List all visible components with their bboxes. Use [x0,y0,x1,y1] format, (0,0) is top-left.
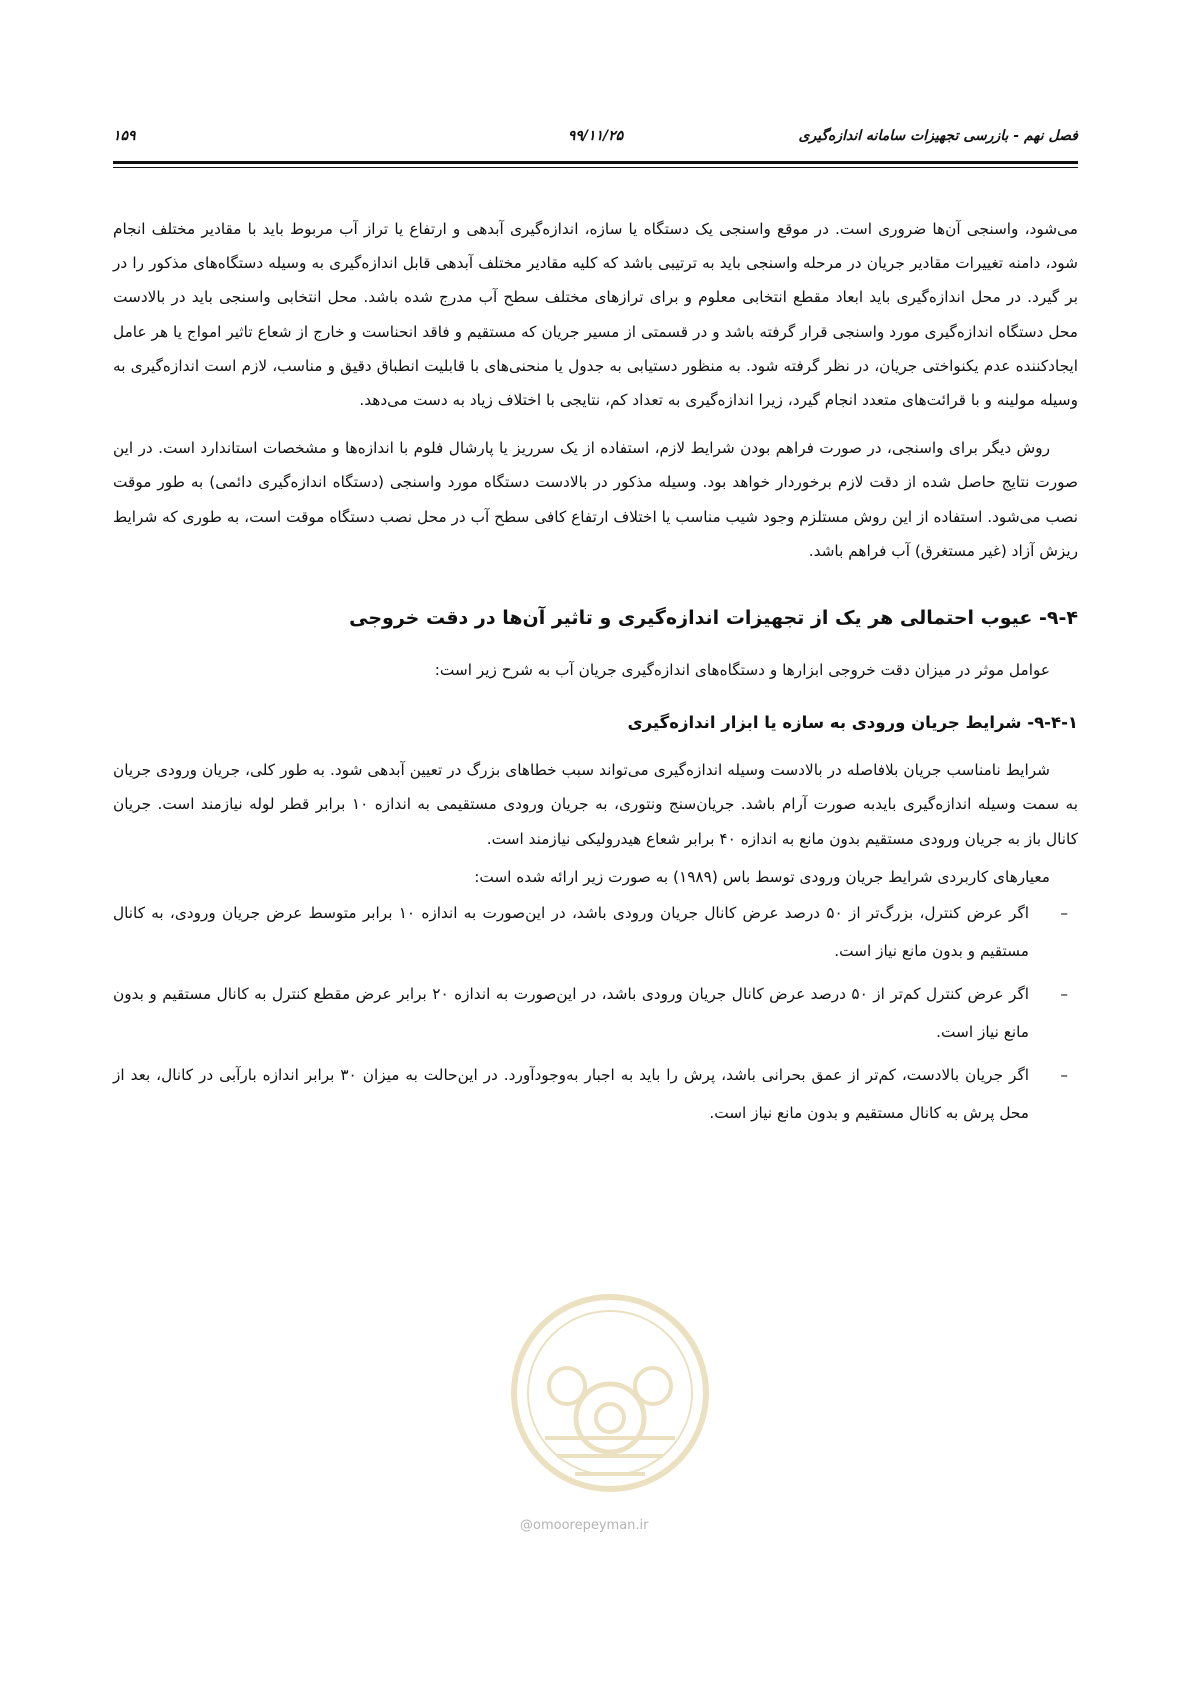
section-heading-9-4: ۹-۴- عیوب احتمالی هر یک از تجهیزات اندازه‌گیری و تاثیر آن‌ها در دقت خروجی [349,607,1078,630]
paragraph-calibration-procedure: می‌شود، واسنجی آن‌ها ضروری است. در موقع واسنجی یک دستگاه یا سازه، اندازه‌گیری آبدهی و ارتفاع یا تراز آب مربوط باید با مقادیر مختلف انجام شود، دامنه تغییرات مقادیر جریان در مرحله واسنجی باید به ترتیبی باشد که کلیه مقادیر مختلف آبدهی قابل اندازه‌گیری به وسیله دستگاه‌های مذکور را در بر گیرد. در محل اندازه‌گیری باید ابعاد مقطع انتخابی معلوم و برای ترازهای مختلف سطح آب مدرج شده باشد. محل انتخابی واسنجی باید در بالادست محل دستگاه اندازه‌گیری مورد واسنجی قرار گرفته باشد و در قسمتی از مسیر جریان که مستقیم و فاقد انحناست و خارج از شعاع تاثیر امواج یا هر عامل ایجادکننده عدم یکنواختی جریان، در نظر گرفته شود. به منظور دستیابی به جدول یا منحنی‌های با قابلیت انطباق دقیق و مناسب، لازم است اندازه‌گیری به وسیله مولینه و با قرائت‌های متعدد انجام گیرد، زیرا اندازه‌گیری به تعداد کم، نتایجی با اختلاف زیاد به دست می‌دهد. [113,220,1078,410]
watermark-seal-icon [505,1288,715,1498]
chapter-title: فصل نهم - بازرسی تجهیزات سامانه اندازه‌گیری [798,128,1078,144]
section-intro-text: عوامل موثر در میزان دقت خروجی ابزارها و دستگاه‌های اندازه‌گیری جریان آب به شرح زیر است: [434,661,1050,680]
header-rule-thick [113,161,1078,164]
criteria-intro-text: معیارهای کاربردی شرایط جریان ورودی توسط باس (۱۹۸۹) به صورت زیر ارائه شده است: [474,867,1050,886]
paragraph-alternative-method: روش دیگر برای واسنجی، در صورت فراهم بودن شرایط لازم، استفاده از یک سرریز یا پارشال فلوم با اندازه‌ها و مشخصات استاندارد است. در این صورت نتایج حاصل شده از دقت لازم برخوردار خواهد بود. وسیله مذکور در بالادست دستگاه مورد واسنجی (دستگاه اندازه‌گیری دائمی) به طور موقت نصب می‌شود. استفاده از این روش مستلزم وجود شیب مناسب یا اختلاف ارتفاع کافی سطح آب در محل نصب دستگاه موقت است، به طوری که شرایط ریزش آزاد (غیر مستغرق) آب فراهم باشد. [113,439,1078,560]
watermark-url: @omoorepeyman.ir [520,1518,649,1533]
list-dash: – [1060,985,1068,1004]
list-item [113,1056,1078,1132]
page-body [113,212,1078,1132]
page-header [113,128,1078,150]
header-rule-thin [113,167,1078,168]
list-dash: – [1060,1066,1068,1085]
subsection-heading-9-4-1: ۹-۴-۱- شرایط جریان ورودی به سازه یا ابزار اندازه‌گیری [627,713,1078,733]
list-item [113,975,1078,1051]
criterion-text: اگر عرض کنترل کم‌تر از ۵۰ درصد عرض کانال جریان ورودی باشد، در این‌صورت به اندازه ۲۰ برابر عرض مقطع کنترل به کانال مستقیم و بدون مانع نیاز است. [113,985,1029,1042]
criterion-text: اگر عرض کنترل، بزرگ‌تر از ۵۰ درصد عرض کانال جریان ورودی باشد، در این‌صورت به اندازه ۱۰ برابر متوسط عرض جریان ورودی، به کانال مستقیم و بدون مانع نیاز است. [113,904,1029,961]
criteria-list [113,894,1078,1132]
page-number: ۱۵۹ [113,128,136,144]
list-item [113,894,1078,970]
list-dash: – [1060,904,1068,923]
paragraph-inflow-conditions: شرایط نامناسب جریان بلافاصله در بالادست وسیله اندازه‌گیری می‌تواند سبب خطاهای بزرگ در تعیین آبدهی شود. به طور کلی، جریان ورودی جریان به سمت وسیله اندازه‌گیری بایدبه صورت آرام باشد. جریان‌سنج ونتوری، به جریان ورودی مستقیمی به اندازه ۱۰ برابر قطر لوله نیازمند است. جریان کانال باز به جریان ورودی مستقیم بدون مانع به اندازه ۴۰ برابر شعاع هیدرولیکی نیازمند است. [113,761,1078,848]
criterion-text: اگر جریان بالادست، کم‌تر از عمق بحرانی باشد، پرش را باید به اجبار به‌وجودآورد. در این‌حالت به میزان ۳۰ برابر اندازه بارآبی در کانال، بعد از محل پرش به کانال مستقیم و بدون مانع نیاز است. [113,1066,1029,1123]
header-date: ۹۹/۱۱/۲۵ [567,128,624,144]
